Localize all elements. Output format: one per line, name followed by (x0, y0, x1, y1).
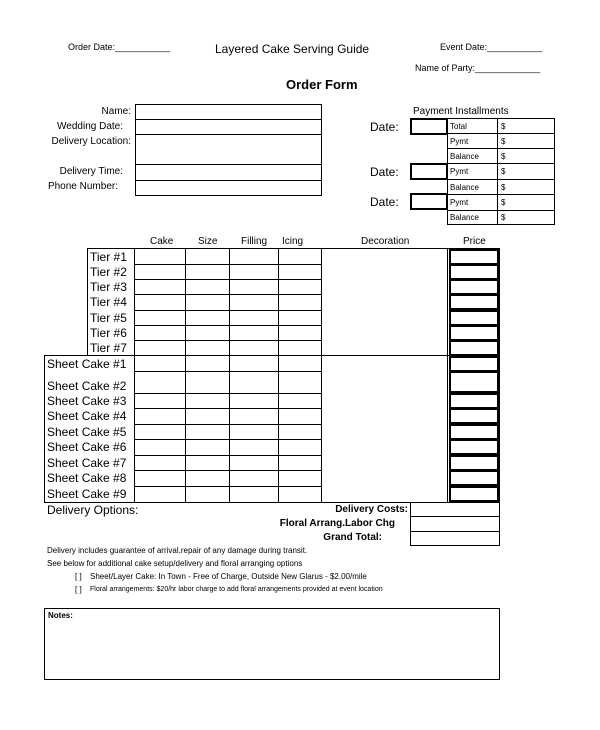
price-cell[interactable] (449, 408, 499, 424)
payment-date-label-1: Date: (370, 120, 399, 134)
price-cell[interactable] (449, 249, 499, 265)
payment-date-label-2: Date: (370, 165, 399, 179)
row-label-sheet-7: Sheet Cake #7 (47, 456, 127, 470)
row-label-tier-7: Tier #7 (90, 341, 127, 355)
payment-row-pymt-1: Pymt (450, 137, 469, 146)
currency-symbol: $ (501, 183, 506, 192)
wedding-date-label: Wedding Date: (57, 121, 123, 132)
delivery-costs-field[interactable] (410, 502, 500, 516)
notes-box[interactable] (44, 608, 500, 680)
price-cell[interactable] (449, 470, 499, 486)
notes-label: Notes: (48, 611, 73, 620)
grand-total-label: Grand Total: (323, 532, 382, 543)
row-label-sheet-2: Sheet Cake #2 (47, 379, 127, 393)
row-label-sheet-9: Sheet Cake #9 (47, 487, 127, 501)
row-label-sheet-1: Sheet Cake #1 (47, 357, 127, 371)
phone-number-label: Phone Number: (47, 181, 118, 192)
event-date-label: Event Date:___________ (440, 42, 543, 52)
price-cell[interactable] (449, 424, 499, 440)
option-1-text: Sheet/Layer Cake: In Town - Free of Charge, Outside New Glarus - $2.00/mile (90, 572, 367, 581)
customer-info-box[interactable] (135, 104, 322, 196)
payment-row-pymt-3: Pymt (450, 198, 469, 207)
document-title: Layered Cake Serving Guide (215, 42, 370, 56)
price-cell[interactable] (449, 264, 499, 280)
price-cell[interactable] (449, 279, 499, 295)
price-cell[interactable] (449, 439, 499, 455)
row-label-tier-5: Tier #5 (90, 311, 127, 325)
price-cell[interactable] (449, 371, 499, 393)
payment-date-field-3[interactable] (410, 193, 448, 210)
price-cell[interactable] (449, 325, 499, 341)
col-header-price: Price (463, 236, 486, 247)
price-cell[interactable] (449, 294, 499, 310)
price-cell[interactable] (449, 486, 499, 502)
currency-symbol: $ (501, 137, 506, 146)
delivery-guarantee-note: Delivery includes guarantee of arrival,repair of any damage during transit. (47, 546, 308, 555)
payment-row-pymt-2: Pymt (450, 167, 469, 176)
payment-date-label-3: Date: (370, 195, 399, 209)
floral-labor-field[interactable] (410, 517, 500, 531)
col-header-icing: Icing (282, 236, 304, 247)
delivery-options-label: Delivery Options: (47, 503, 139, 517)
payment-row-balance-3: Balance (450, 213, 479, 222)
row-label-tier-3: Tier #3 (90, 280, 127, 294)
option-2-checkbox[interactable]: [ ] (75, 585, 82, 594)
payment-date-field-2[interactable] (410, 163, 448, 180)
currency-symbol: $ (501, 122, 506, 131)
row-label-sheet-8: Sheet Cake #8 (47, 471, 127, 485)
name-of-party-label: Name of Party:_____________ (415, 63, 541, 73)
payment-row-balance-2: Balance (450, 183, 479, 192)
row-label-tier-1: Tier #1 (90, 250, 127, 264)
delivery-time-label: Delivery Time: (59, 166, 123, 177)
col-header-decoration: Decoration (361, 236, 410, 247)
col-header-size: Size (198, 236, 218, 247)
row-label-sheet-6: Sheet Cake #6 (47, 440, 127, 454)
option-2-text: Floral arrangements: $20/hr labor charge to add floral arrangements provided at event location (90, 586, 383, 593)
price-cell[interactable] (449, 393, 499, 409)
price-cell[interactable] (449, 356, 499, 372)
price-cell[interactable] (449, 310, 499, 326)
option-1-checkbox[interactable]: [ ] (75, 572, 82, 581)
grand-total-field[interactable] (410, 532, 500, 546)
form-title: Order Form (286, 77, 358, 92)
floral-labor-label: Floral Arrang.Labor Chg (279, 518, 395, 529)
row-label-tier-6: Tier #6 (90, 326, 127, 340)
additional-options-note: See below for additional cake setup/delivery and floral arranging options (47, 559, 303, 568)
payment-row-balance-1: Balance (450, 152, 479, 161)
row-label-sheet-3: Sheet Cake #3 (47, 394, 127, 408)
name-label: Name: (101, 106, 131, 117)
currency-symbol: $ (501, 198, 506, 207)
currency-symbol: $ (501, 213, 506, 222)
payment-row-total: Total (450, 122, 467, 131)
row-label-sheet-5: Sheet Cake #5 (47, 425, 127, 439)
payment-installments-heading: Payment Installments (413, 106, 509, 117)
price-cell[interactable] (449, 340, 499, 356)
col-header-filling: Filling (241, 236, 268, 247)
col-header-cake: Cake (150, 236, 174, 247)
delivery-costs-label: Delivery Costs: (335, 504, 408, 515)
row-label-tier-2: Tier #2 (90, 265, 127, 279)
order-date-label: Order Date:___________ (68, 42, 171, 52)
row-label-sheet-4: Sheet Cake #4 (47, 409, 127, 423)
delivery-location-label: Delivery Location: (51, 136, 131, 147)
currency-symbol: $ (501, 152, 506, 161)
currency-symbol: $ (501, 167, 506, 176)
payment-date-field-1[interactable] (410, 118, 448, 135)
price-cell[interactable] (449, 455, 499, 471)
row-label-tier-4: Tier #4 (90, 295, 127, 309)
